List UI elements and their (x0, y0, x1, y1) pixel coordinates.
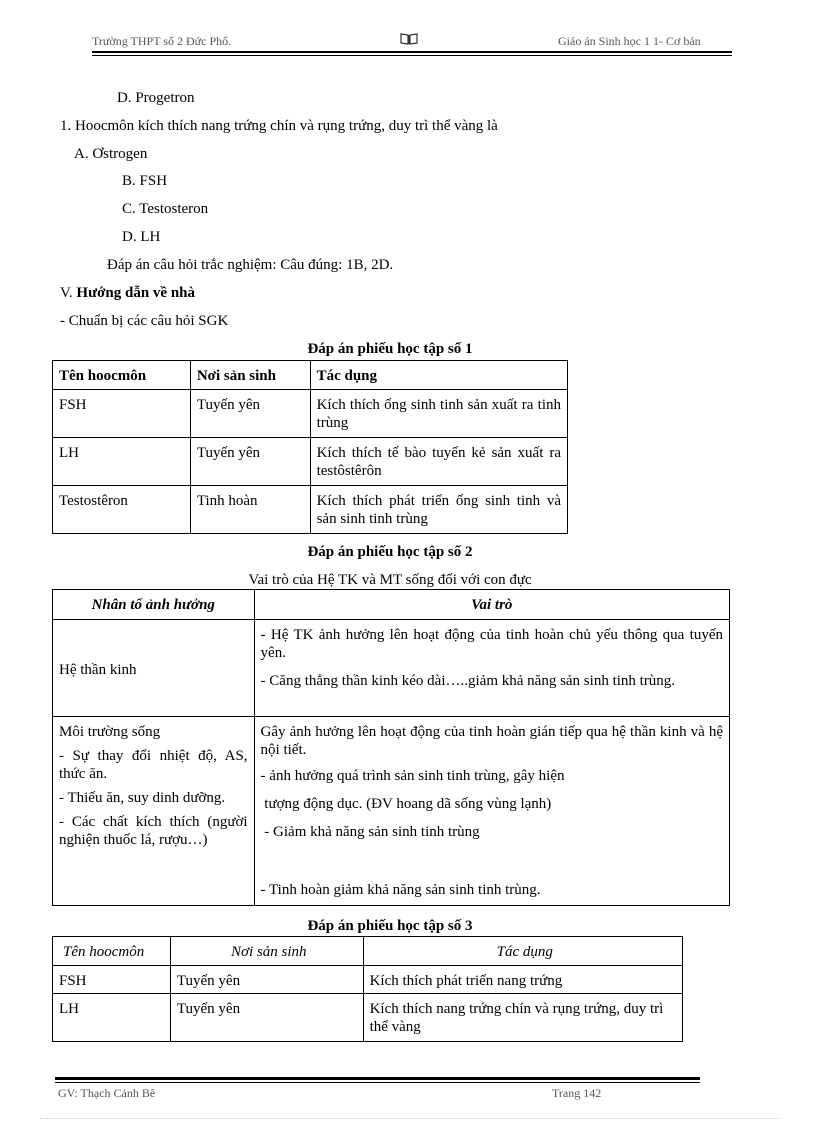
header-school: Trường THPT số 2 Đức Phổ. (92, 34, 232, 48)
header-subject: Giáo án Sinh học 1 1- Cơ bản (558, 34, 701, 48)
table3-cell: Tuyến yên (170, 966, 363, 994)
footer-teacher: GV: Thạch Cảnh Bê (58, 1086, 156, 1100)
table1-cell: Tuyến yên (190, 438, 310, 486)
table2-role: - Hệ TK ảnh hưởng lên hoạt động của tinh hoàn chủ yếu thông qua tuyến yên. (260, 627, 723, 661)
table1-cell: Testostêron (53, 486, 191, 534)
quiz-answer: Đáp án câu hỏi trắc nghiệm: Câu đúng: 1B, 2D. (107, 257, 394, 273)
table2-factor: - Thiếu ăn, suy dinh dưỡng. (59, 790, 226, 806)
option-c: C. Testosteron (122, 201, 209, 217)
table2-role: - Giảm khả năng sản sinh tinh trùng (260, 824, 480, 840)
table-row (53, 438, 568, 486)
table2-role: - Căng thẳng thần kinh kéo dài…..giảm khả năng sản sinh tinh trùng. (260, 673, 676, 689)
table3-header-source: Nơi sản sinh (170, 937, 363, 966)
table3-cell: Kích thích phát triển nang trứng (363, 966, 682, 994)
section-title: Hướng dẫn về nhà (76, 285, 195, 301)
table1-cell: Kích thích ống sinh tinh sản xuất ra tinh trùng (310, 390, 567, 438)
table3-title: Đáp án phiếu học tập số 3 (307, 918, 473, 934)
table2-role: - Tinh hoàn giảm khả năng sản sinh tinh trùng. (260, 882, 541, 898)
table1-cell: FSH (53, 390, 191, 438)
table-row (53, 390, 568, 438)
table1-cell: Tuyến yên (190, 390, 310, 438)
table2-role: Gây ảnh hưởng lên hoạt động của tinh hoàn gián tiếp qua hệ thần kinh và hệ nội tiết. (260, 724, 723, 758)
table2-header-role: Vai trò (254, 590, 729, 620)
section-prefix: V. (60, 285, 77, 301)
table2-title: Đáp án phiếu học tập số 2 (307, 544, 473, 560)
prep-note: - Chuẩn bị các câu hỏi SGK (60, 313, 229, 329)
table1-header-effect: Tác dụng (310, 361, 567, 390)
option-b: B. FSH (122, 173, 168, 189)
footer-rule (55, 1077, 700, 1080)
option-d: D. LH (122, 229, 161, 245)
table2-subtitle: Vai trò của Hệ TK và MT sống đối với con đực (248, 572, 532, 588)
table2-factor: Môi trường sống (59, 724, 161, 740)
table1-header-source: Nơi sản sinh (190, 361, 310, 390)
table2-factor: - Các chất kích thích (người nghiện thuốc lá, rượu…) (59, 814, 248, 848)
table3-header-effect: Tác dụng (363, 937, 682, 966)
table3-cell: LH (53, 994, 171, 1042)
table1-cell: Tinh hoàn (190, 486, 310, 534)
table-row (53, 486, 568, 534)
table3-cell: FSH (53, 966, 171, 994)
option-a: A. Ơstrogen (74, 146, 148, 162)
table3-cell: Tuyến yên (170, 994, 363, 1042)
table2 (52, 589, 730, 906)
header-rule-thin (92, 55, 732, 56)
table1-title: Đáp án phiếu học tập số 1 (307, 341, 473, 357)
footer-rule-thin (55, 1082, 700, 1083)
table2-role: - ảnh hưởng quá trình sản sinh tinh trùng, gây hiện (260, 768, 565, 784)
table-row (53, 994, 683, 1042)
table2-header-factor: Nhân tố ảnh hưởng (53, 590, 255, 620)
question-1: 1. Hoocmôn kích thích nang trứng chín và rụng trứng, duy trì thể vàng là (60, 118, 498, 134)
table3 (52, 936, 683, 1042)
table2-factor-nervous: Hệ thần kinh (53, 620, 255, 717)
book-icon (400, 32, 418, 50)
table1-header-hormone: Tên hoocmôn (53, 361, 191, 390)
option-d-progetron: D. Progetron (117, 90, 195, 106)
table1-cell: Kích thích tế bào tuyến kẻ sản xuất ra testôstêrôn (310, 438, 567, 486)
table3-header-hormone: Tên hoocmôn (53, 937, 171, 966)
table2-factor: - Sự thay đổi nhiệt độ, AS, thức ăn. (59, 748, 248, 782)
table2-role: tượng động dục. (ĐV hoang dã sống vùng lạnh) (260, 796, 552, 812)
footer-page-number: Trang 142 (552, 1086, 602, 1100)
section-heading (60, 284, 195, 302)
table3-cell: Kích thích nang trứng chín và rụng trứng, duy trì thể vàng (363, 994, 682, 1042)
table1-cell: LH (53, 438, 191, 486)
table-row (53, 717, 730, 906)
table1 (52, 360, 568, 534)
table-row (53, 620, 730, 717)
page-bottom-border (40, 1118, 780, 1119)
table1-cell: Kích thích phát triển ống sinh tinh và sản sinh tinh trùng (310, 486, 567, 534)
header-rule (92, 51, 732, 53)
table-row (53, 966, 683, 994)
